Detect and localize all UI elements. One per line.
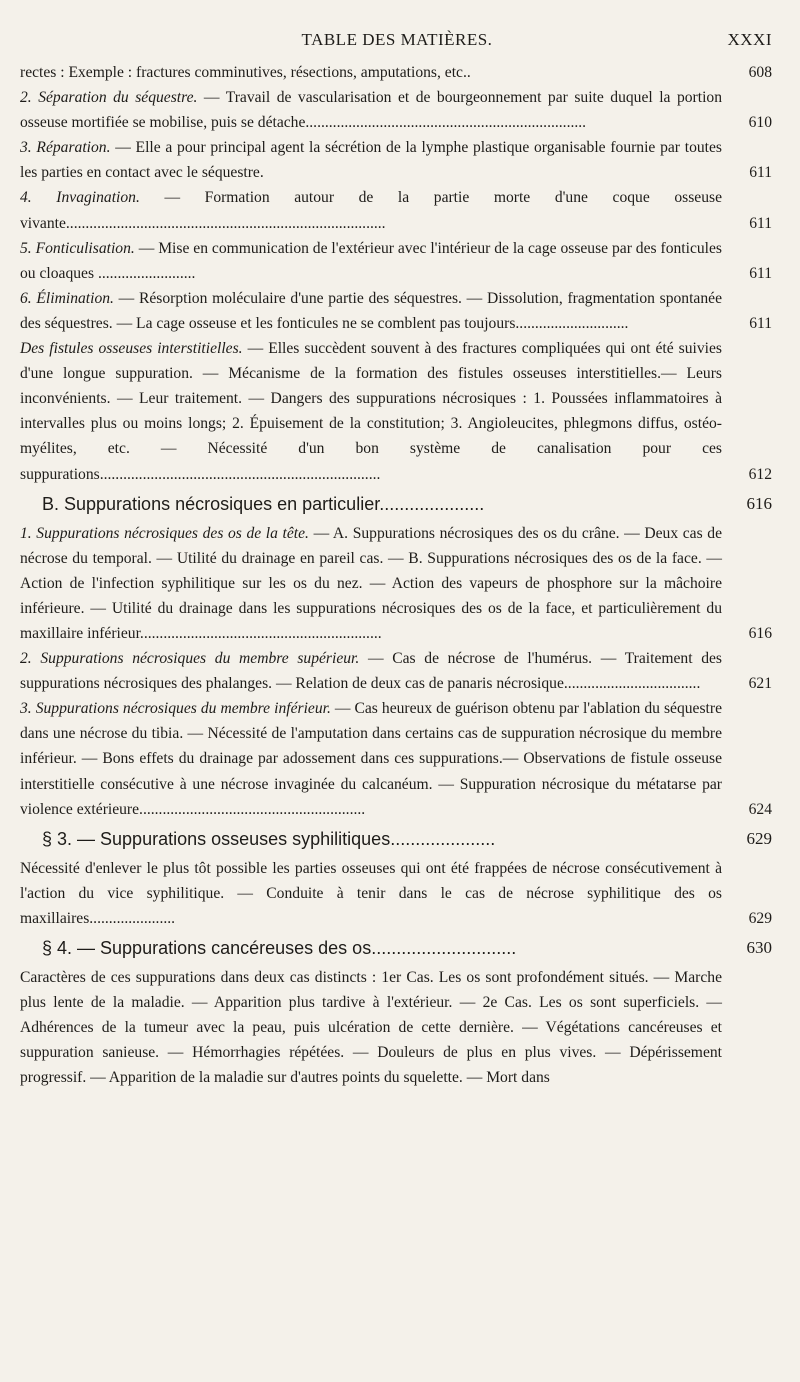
toc-entry [20,521,774,646]
toc-entry [20,286,774,336]
entry-text: Nécessité d'enlever le plus tôt possible les parties osseuses qui ont été frappées de nécrose consécutivement à l'action du vice syphilitique. — Conduite à tenir dans le cas de nécrose syphilitique des os maxillaires...................... [20,859,722,927]
page-number: 616 [746,493,772,513]
entry-heading: 6. Élimination. [20,289,114,307]
section-heading-b [42,489,774,519]
entry-heading: 1. Suppurations nécrosiques des os de la tête. [20,524,309,542]
section-heading-4 [42,933,774,963]
entry-heading: Des fistules osseuses interstitielles. [20,340,243,358]
page-number: 616 [748,624,772,642]
entry-text: — Elles succèdent souvent à des fractures compliquées qui ont été suivies d'une longue suppuration. — Mécanisme de la formation des fistules osseuses interstitielles.— Leurs inconvénients. — Leur traitement. — Dangers des suppurations nécrosiques : 1. Poussées inflammatoires à intervalles plus ou moins longs; 2. Épuisement de la constitution; 3. Angioleucites, phlegmons diffus, ostéo-myélites, etc. — Nécessité d'un bon système de canalisation pour ces suppurations........................................................................ [20,340,722,483]
section-label: § 4. — Suppurations cancéreuses des os............................. [42,938,517,958]
entry-text: — Formation autour de la partie morte d'une coque osseuse vivante.................................................................................. [20,189,722,232]
toc-entry [20,60,774,85]
entry-text: — Cas de nécrose de l'humérus. — Traitement des suppurations nécrosiques des phalanges. — Relation de deux cas de panaris nécrosique................................... [20,650,723,693]
entry-text: — Mise en communication de l'extérieur avec l'intérieur de la cage osseuse par des fonticules ou cloaques ......................... [20,239,722,282]
page-number: 608 [748,64,772,81]
toc-entry [20,696,774,821]
toc-entry [20,135,774,185]
running-title: TABLE DES MATIÈRES. [301,30,493,49]
entry-heading: 2. Séparation du séquestre. [20,89,198,107]
running-header [20,22,774,58]
toc-entries [20,60,774,1090]
toc-entry [20,336,774,487]
entry-text: rectes : Exemple : fractures comminutives, résections, amputations, etc.. [20,64,471,81]
section-label: B. Suppurations nécrosiques en particulier..................... [42,493,485,514]
toc-entry [20,236,774,286]
section-label: § 3. — Suppurations osseuses syphilitiques..................... [42,828,496,849]
page-number: 612 [748,465,772,483]
page-number: 610 [748,114,772,132]
folio-number: XXXI [727,30,772,49]
entry-text: — Elle a pour principal agent la sécrétion de la lymphe plastique organisable fournie par toutes les parties en contact avec le séquestre. [20,139,722,182]
page-number: 611 [749,314,772,332]
entry-heading: 5. Fonticulisation. [20,239,135,257]
entry-text: Caractères de ces suppurations dans deux cas distincts : 1er Cas. Les os sont profondément situés. — Marche plus lente de la maladie. — Apparition plus tardive à l'extérieur. — 2e Cas. Les os sont superficiels. — Adhérences de la tumeur avec la peau, puis ulcération de cette dernière. — Végétations cancéreuses et suppuration sanieuse. — Hémorrhagies répétées. — Douleurs de plus en plus vives. — Dépérissement progressif. — Apparition de la maladie sur d'autres points du squelette. — Mort dans [20,969,722,1087]
page-number: 621 [748,675,772,693]
page-number: 611 [749,164,772,182]
toc-entry [20,85,774,135]
page-number: 630 [746,938,772,957]
entry-heading: 4. Invagination. [20,189,140,207]
section-heading-3 [42,824,774,854]
toc-entry [20,646,774,696]
page-number: 611 [749,214,772,232]
page-number: 629 [748,909,772,927]
entry-text: — Résorption moléculaire d'une partie des séquestres. — Dissolution, fragmentation spontanée des séquestres. — La cage osseuse et les fonticules ne se comblent pas toujours............................. [20,289,722,332]
page-number: 624 [748,800,772,818]
toc-entry [20,965,774,1090]
toc-entry [20,856,774,931]
entry-text: — Travail de vascularisation et de bourgeonnement par suite duquel la portion osseuse mortifiée se mobilise, puis se détache........................................................................ [20,89,723,132]
entry-heading: 2. Suppurations nécrosiques du membre supérieur. [20,650,360,668]
entry-text: — Cas heureux de guérison obtenu par l'ablation du séquestre dans une nécrose du tibia. — Nécessité de l'amputation dans certains cas de suppuration nécrosique du membre inférieur. — Bons effets du drainage par adossement dans ces suppurations.— Observations de fistule osseuse interstitielle consécutive à une nécrose invaginée du calcanéum. — Suppuration nécrosique du métatarse par violence extérieure.......................................................... [20,700,722,818]
page-number: 611 [749,264,772,282]
entry-heading: 3. Réparation. [20,139,111,157]
entry-text: — A. Suppurations nécrosiques des os du crâne. — Deux cas de nécrose du temporal. — Utilité du drainage en pareil cas. — B. Suppurations nécrosiques des os de la face. — Action de l'infection syphilitique sur les os du nez. — Action des vapeurs de phosphore sur la mâchoire inférieure. — Utilité du drainage dans les suppurations nécrosiques des os de la face, et particulièrement du maxillaire inférieur.............................................................. [20,524,722,642]
entry-heading: 3. Suppurations nécrosiques du membre inférieur. [20,700,331,718]
page-number: 629 [746,828,772,848]
toc-entry [20,185,774,235]
